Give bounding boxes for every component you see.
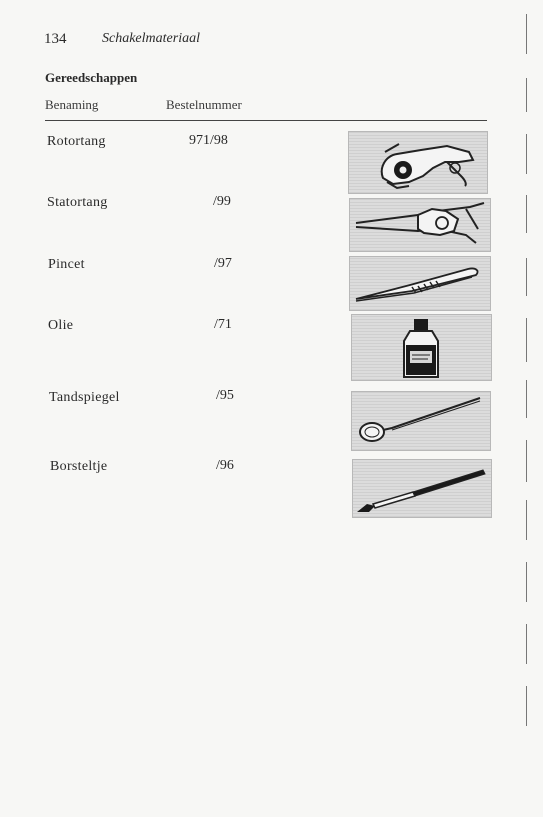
page-number: 134 xyxy=(44,31,67,47)
item-name: Borsteltje xyxy=(50,459,108,474)
margin-mark xyxy=(526,134,527,174)
item-name: Tandspiegel xyxy=(49,390,120,405)
margin-mark xyxy=(526,318,527,362)
item-name: Statortang xyxy=(47,195,108,210)
pliers-icon xyxy=(348,131,488,194)
item-name: Rotortang xyxy=(47,134,106,149)
margin-mark xyxy=(526,380,527,418)
margin-mark xyxy=(526,562,527,602)
item-number: /71 xyxy=(214,317,232,332)
oil-bottle-icon xyxy=(351,314,492,381)
item-number: /95 xyxy=(216,388,234,403)
item-name: Pincet xyxy=(48,257,85,272)
tweezers-icon xyxy=(349,256,491,311)
margin-mark xyxy=(526,14,527,54)
margin-mark xyxy=(526,258,527,296)
item-number: /96 xyxy=(216,458,234,473)
margin-mark xyxy=(526,195,527,233)
section-title: Gereedschappen xyxy=(45,70,138,85)
item-number: /97 xyxy=(214,256,232,271)
margin-mark xyxy=(526,78,527,112)
column-header-number: Bestelnummer xyxy=(166,97,242,112)
margin-mark xyxy=(526,624,527,664)
item-number: 971/98 xyxy=(189,133,228,148)
column-header-name: Benaming xyxy=(45,97,99,112)
margin-mark xyxy=(526,440,527,482)
brush-icon xyxy=(352,459,492,518)
needle-nose-pliers-icon xyxy=(349,198,491,252)
dental-mirror-icon xyxy=(351,391,491,451)
margin-mark xyxy=(526,686,527,726)
chapter-title: Schakelmateriaal xyxy=(102,31,200,46)
margin-mark xyxy=(526,500,527,540)
item-number: /99 xyxy=(213,194,231,209)
item-name: Olie xyxy=(48,318,74,333)
header-rule xyxy=(45,120,487,121)
